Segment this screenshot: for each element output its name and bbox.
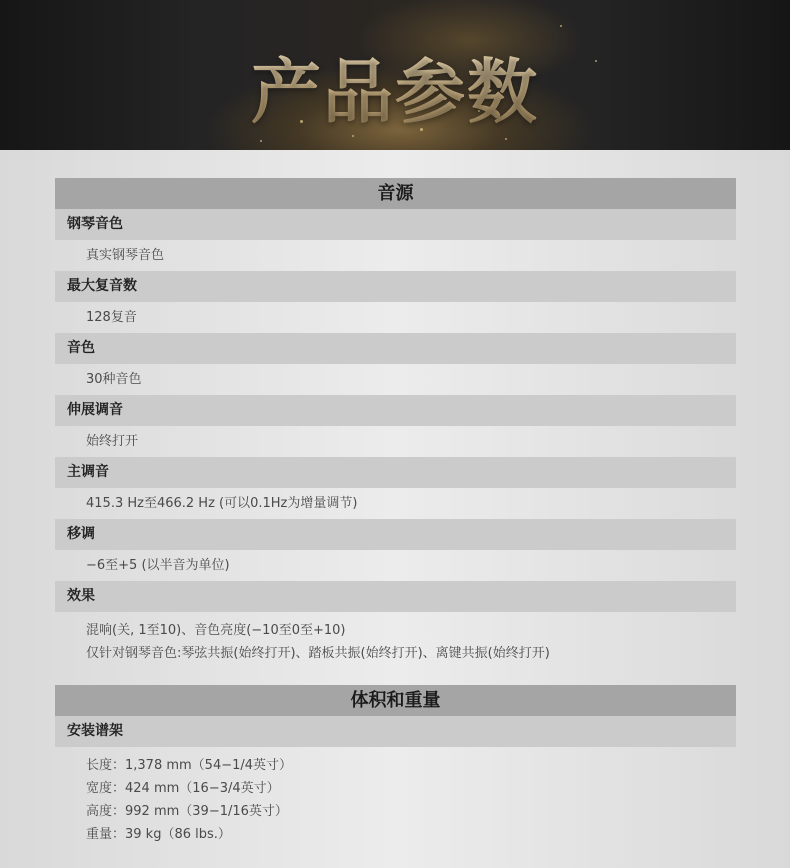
spec-label: 钢琴音色 [55, 209, 736, 240]
spec-label: 主调音 [55, 457, 736, 488]
spec-label: 效果 [55, 581, 736, 612]
spec-value [55, 747, 736, 852]
section-header: 音源 [55, 178, 736, 209]
spec-value [55, 488, 736, 519]
spec-value [55, 302, 736, 333]
title-banner [0, 0, 790, 150]
spec-value-line: 混响(关, 1至10)、音色亮度(−10至0至+10) [86, 623, 346, 638]
spec-value [55, 240, 736, 271]
spec-value-line: −6至+5 (以半音为单位) [86, 558, 230, 573]
spec-label: 最大复音数 [55, 271, 736, 302]
spec-label: 音色 [55, 333, 736, 364]
spec-value-line: 宽度：424 mm（16−3/4英寸） [86, 781, 280, 796]
spec-section-sound-source [55, 178, 736, 671]
page-title: 产品参数 [0, 36, 790, 137]
spec-value-line: 30种音色 [86, 372, 142, 387]
spec-value-line: 仅针对钢琴音色:琴弦共振(始终打开)、踏板共振(始终打开)、离键共振(始终打开) [86, 646, 550, 661]
spec-label: 安装谱架 [55, 716, 736, 747]
spec-label: 移调 [55, 519, 736, 550]
section-header: 体积和重量 [55, 685, 736, 716]
spec-section-dimensions-weight [55, 685, 736, 852]
spec-value-line: 重量：39 kg（86 lbs.） [86, 827, 231, 842]
spec-value [55, 426, 736, 457]
spec-value-line: 415.3 Hz至466.2 Hz (可以0.1Hz为增量调节) [86, 496, 358, 511]
spec-value-line: 128复音 [86, 310, 137, 325]
spec-value-line: 真实钢琴音色 [86, 248, 165, 263]
spec-value-line: 长度：1,378 mm（54−1/4英寸） [86, 758, 293, 773]
spec-value-line: 高度：992 mm（39−1/16英寸） [86, 804, 288, 819]
spec-value [55, 364, 736, 395]
spec-value [55, 612, 736, 671]
spec-label: 伸展调音 [55, 395, 736, 426]
spec-value-line: 始终打开 [86, 434, 139, 449]
spec-value [55, 550, 736, 581]
